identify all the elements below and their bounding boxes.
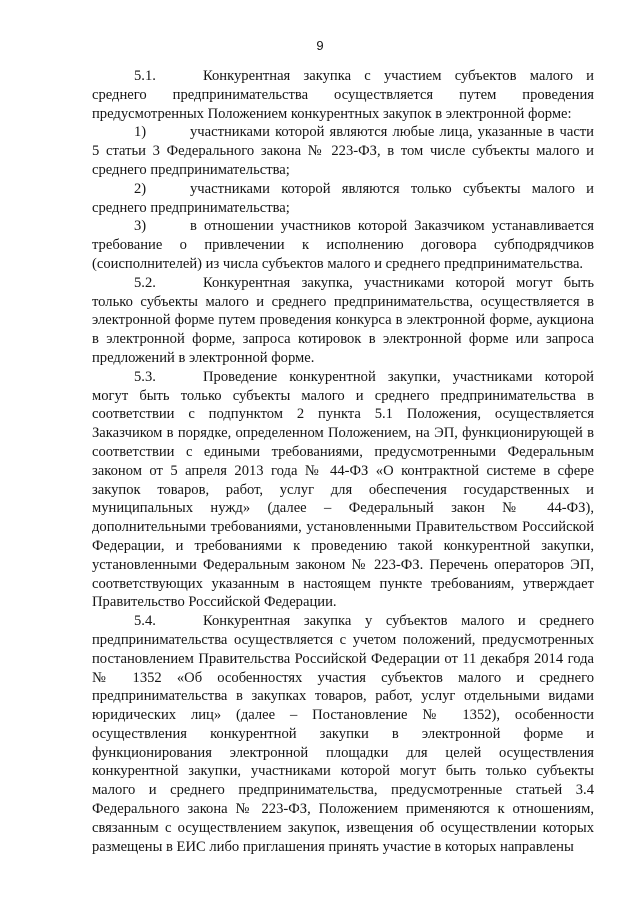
list-item-text: в отношении участников которой Заказчиком устанавливается требование о привлечении к исполнению договора субподрядчиков (соисполнителей) из числа субъектов малого и среднего предпринимательства.	[92, 218, 594, 272]
paragraph-5-1	[92, 67, 594, 123]
clause-text: Конкурентная закупка, участниками которой могут быть только субъекты малого и среднего предпринимательства, осуществляется в электронной форме путем проведения конкурса в электронной форме, аукциона в электронной форме, запроса котировок в электронной форме или запроса предложений в электронной форме.	[92, 274, 594, 366]
page-number: 9	[316, 38, 324, 53]
list-item-number: 2)	[134, 180, 147, 197]
paragraph-5-3	[92, 368, 594, 612]
clause-text: Конкурентная закупка с участием субъектов малого и среднего предпринимательства осуществляется путем проведения предусмотренных Положением конкурентных закупок в электронной форме:	[92, 68, 594, 122]
paragraph-5-4	[92, 612, 594, 856]
clause-text: Конкурентная закупка у субъектов малого и среднего предпринимательства осуществляется с учетом положений, предусмотренных постановлением Правительства Российской Федерации от 11 декабря 2014 года № 1352 «Об особенностях участия субъектов малого и среднего предпринимательства в закупках товаров, работ, услуг отдельными видами юридических лиц» (далее – Постановление № 1352), особенности осуществления конкурентной закупки в электронной форме и функционирования электронной площадки для целей осуществления конкурентной закупки, участниками которой могут быть только субъекты малого и среднего предпринимательства, предусмотренные статьей 3.4 Федерального закона № 223-ФЗ, Положением применяются к отношениям, связанным с осуществлением закупок, извещения об осуществлении которых размещены в ЕИС либо приглашения принять участие в которых направлены	[92, 613, 594, 855]
document-body	[92, 67, 594, 856]
clause-number: 5.4.	[134, 613, 156, 630]
list-item-1	[92, 123, 594, 179]
paragraph-5-2	[92, 274, 594, 368]
list-item-text: участниками которой являются только субъекты малого и среднего предпринимательства;	[92, 180, 594, 216]
list-item-2	[92, 180, 594, 218]
list-item-number: 1)	[134, 124, 147, 141]
clause-number: 5.3.	[134, 368, 156, 385]
clause-number: 5.1.	[134, 68, 156, 84]
clause-text: Проведение конкурентной закупки, участниками которой могут быть только субъекты малого и среднего предпринимательства в соответствии с подпунктом 2 пункта 5.1 Положения, осуществляется Заказчиком в порядке, определенном Положением, на ЭП, функционирующей в соответствии с едиными требованиями, предусмотренными Федеральным законом от 5 апреля 2013 года № 44-ФЗ «О контрактной системе в сфере закупок товаров, работ, услуг для обеспечения государственных и муниципальных нужд» (далее – Федеральный закон № 44-ФЗ), дополнительными требованиями, установленными Правительством Российской Федерации, и требованиями к проведению такой конкурентной закупки, установленными Федеральным законом № 223-ФЗ. Перечень операторов ЭП, соответствующих указанным в настоящем пункте требованиям, утверждает Правительство Российской Федерации.	[92, 368, 594, 611]
clause-number: 5.2.	[134, 274, 156, 291]
list-item-text: участниками которой являются любые лица, указанные в части 5 статьи 3 Федерального закона № 223-ФЗ, в том числе субъекты малого и среднего предпринимательства;	[92, 124, 594, 178]
list-item-number: 3)	[134, 218, 147, 235]
list-item-3	[92, 217, 594, 273]
